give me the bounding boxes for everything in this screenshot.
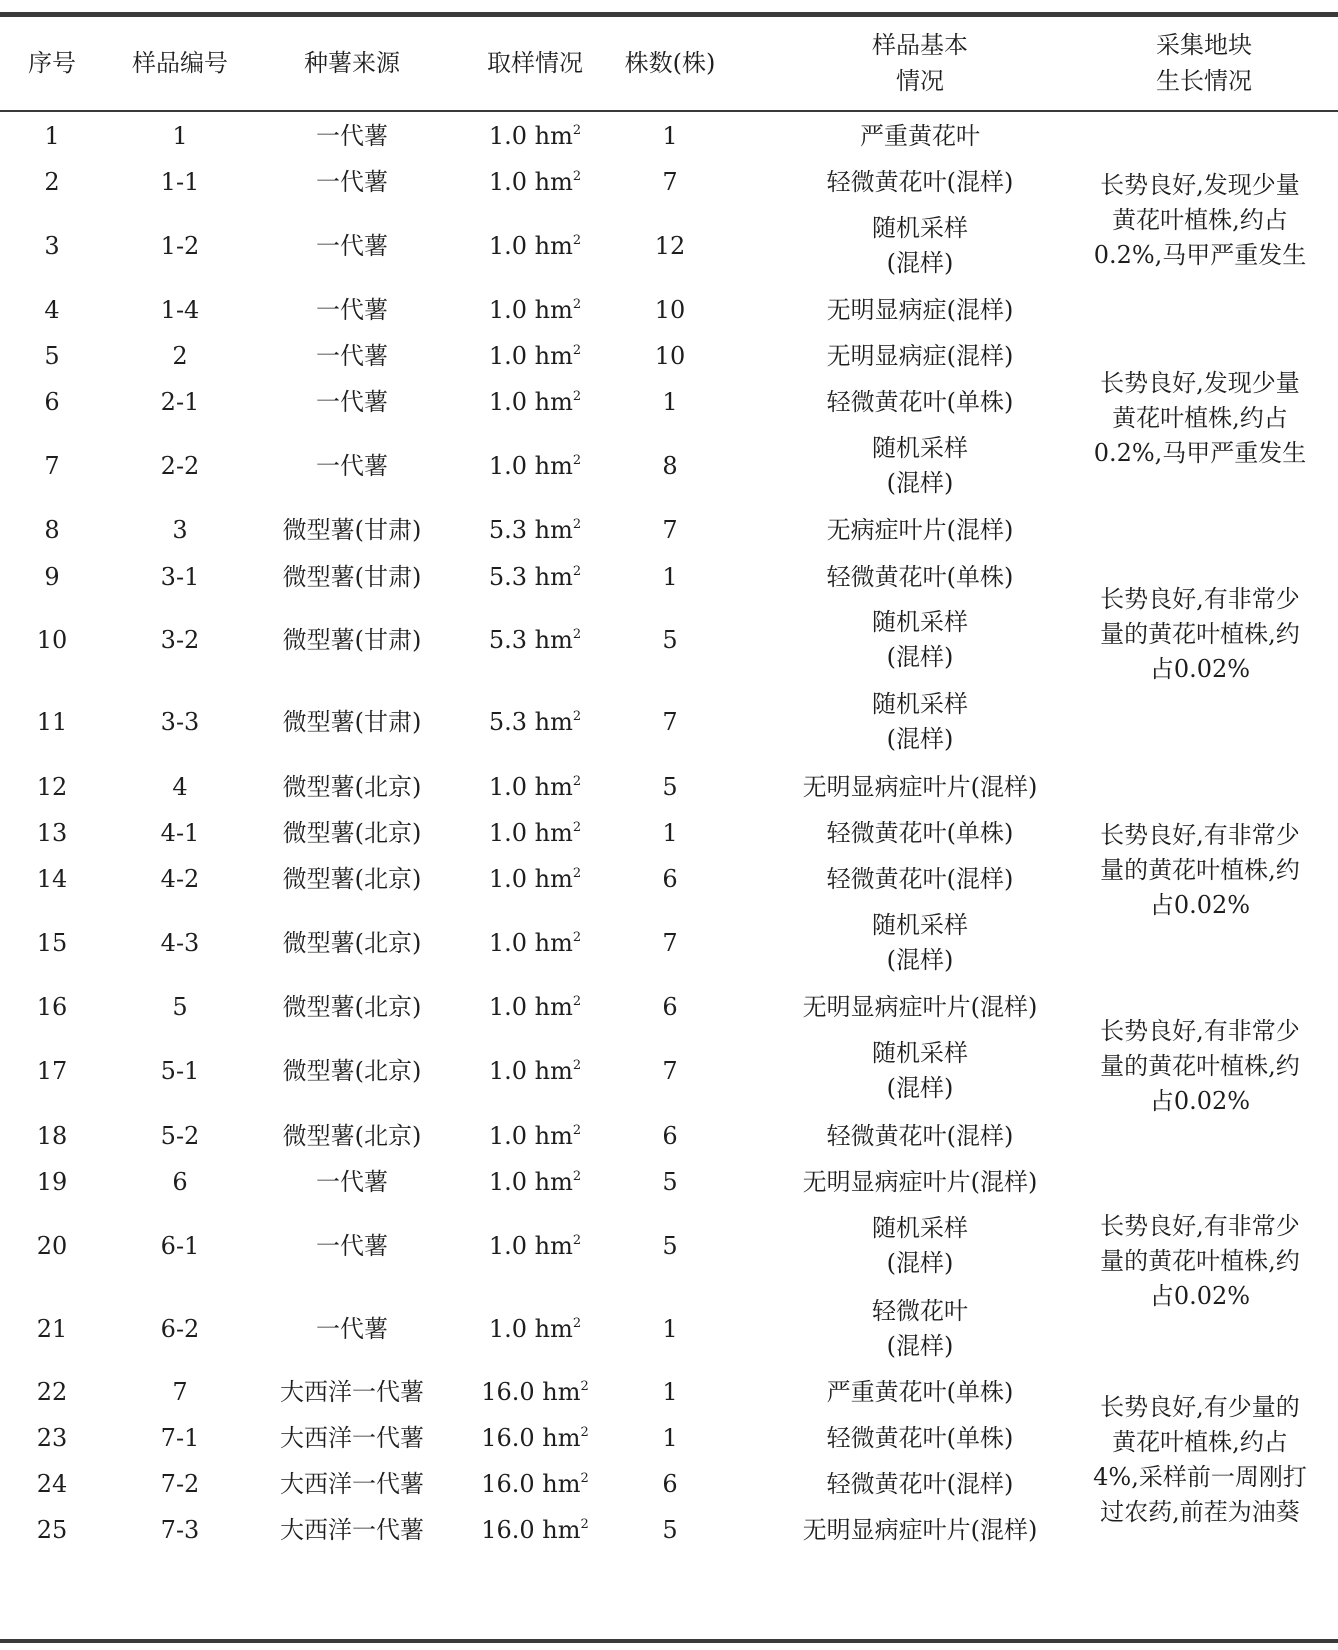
cell-seed-source: 微型薯(甘肃) xyxy=(282,515,422,544)
growth-condition-line: 占0.02% xyxy=(1149,891,1251,919)
cell-sample-id: 5-2 xyxy=(160,1121,200,1150)
cell-count: 6 xyxy=(662,864,678,893)
cell-seq: 9 xyxy=(44,562,60,591)
cell-sample-id: 2 xyxy=(172,341,188,370)
cell-sample-id: 3-3 xyxy=(160,707,200,736)
cell-count: 7 xyxy=(662,707,678,736)
cell-basic-info: 轻微黄花叶(混样) xyxy=(826,167,1014,196)
unit-exponent: 2 xyxy=(580,1470,589,1486)
cell-sampling xyxy=(455,164,615,201)
cell-count: 1 xyxy=(662,1423,678,1452)
cell-seq: 3 xyxy=(44,231,60,260)
header-growth-line1: 采集地块 xyxy=(1156,31,1252,59)
cell-seed-source: 大西洋一代薯 xyxy=(280,1377,424,1406)
cell-basic-info: 轻微黄花叶(混样) xyxy=(826,864,1014,893)
cell-basic-info: (混样) xyxy=(886,1074,954,1102)
cell-sample-id: 6-2 xyxy=(160,1314,200,1343)
cell-sampling xyxy=(455,989,615,1026)
area-value: 1.0 hm xyxy=(488,818,573,847)
cell-sampling xyxy=(455,1228,615,1265)
growth-condition-line: 占0.02% xyxy=(1149,1087,1251,1115)
cell-seq: 19 xyxy=(36,1167,68,1196)
cell-seed-source: 一代薯 xyxy=(316,451,388,480)
cell-basic-info: 轻微黄花叶(混样) xyxy=(826,1469,1014,1498)
cell-sampling xyxy=(455,338,615,375)
unit-exponent: 2 xyxy=(580,1516,589,1532)
cell-basic-info: 轻微黄花叶(单株) xyxy=(826,387,1014,416)
growth-condition-line: 过农药,前茬为油葵 xyxy=(1100,1498,1300,1526)
growth-condition-line: 黄花叶植株,约占 xyxy=(1112,404,1288,432)
cell-sample-id: 3-2 xyxy=(160,625,200,654)
cell-count: 5 xyxy=(662,1515,678,1544)
cell-count: 6 xyxy=(662,1121,678,1150)
cell-sampling xyxy=(455,861,615,898)
cell-basic-info: 轻微黄花叶(混样) xyxy=(826,1121,1014,1150)
cell-basic-info: 随机采样 xyxy=(872,608,968,636)
area-value: 1.0 hm xyxy=(488,928,573,957)
unit-exponent: 2 xyxy=(572,168,582,184)
area-value: 1.0 hm xyxy=(488,167,573,196)
unit-exponent: 2 xyxy=(572,1122,582,1138)
cell-count: 7 xyxy=(662,928,678,957)
area-value: 1.0 hm xyxy=(488,341,573,370)
cell-count: 7 xyxy=(662,167,678,196)
area-value: 1.0 hm xyxy=(488,231,573,260)
unit-exponent: 2 xyxy=(580,1378,589,1394)
cell-sampling xyxy=(455,925,615,962)
cell-sampling xyxy=(455,292,615,329)
unit-exponent: 2 xyxy=(572,1315,582,1331)
cell-sample-id: 3 xyxy=(172,515,188,544)
cell-sampling xyxy=(455,622,615,659)
unit-exponent: 2 xyxy=(572,865,582,881)
cell-count: 6 xyxy=(662,992,678,1021)
cell-basic-info: (混样) xyxy=(886,1249,954,1277)
cell-seed-source: 微型薯(甘肃) xyxy=(282,707,422,736)
cell-seq: 4 xyxy=(44,295,60,324)
growth-condition-line: 量的黄花叶植株,约 xyxy=(1100,1247,1300,1275)
area-value: 1.0 hm xyxy=(488,864,573,893)
unit-exponent: 2 xyxy=(580,1424,589,1440)
cell-seq: 10 xyxy=(36,625,68,654)
cell-basic-info: (混样) xyxy=(886,1332,954,1360)
cell-basic-info: 轻微黄花叶(单株) xyxy=(826,1423,1014,1452)
cell-sampling xyxy=(455,1420,615,1457)
growth-condition-line: 占0.02% xyxy=(1149,655,1251,683)
unit-exponent: 2 xyxy=(572,342,582,358)
unit-exponent: 2 xyxy=(572,296,582,312)
cell-count: 1 xyxy=(662,387,678,416)
cell-sampling xyxy=(455,512,615,549)
cell-seq: 6 xyxy=(44,387,60,416)
cell-basic-info: (混样) xyxy=(886,643,954,671)
cell-count: 5 xyxy=(662,625,678,654)
cell-seq: 25 xyxy=(36,1515,68,1544)
area-value: 1.0 hm xyxy=(488,121,573,150)
cell-seq: 16 xyxy=(36,992,68,1021)
cell-basic-info: 无病症叶片(混样) xyxy=(826,515,1014,544)
unit-exponent: 2 xyxy=(572,819,582,835)
growth-condition-cell xyxy=(1062,1209,1338,1314)
cell-seed-source: 微型薯(北京) xyxy=(282,1056,422,1085)
cell-sample-id: 4-2 xyxy=(160,864,200,893)
cell-seed-source: 微型薯(北京) xyxy=(282,928,422,957)
cell-sample-id: 7-1 xyxy=(160,1423,200,1452)
growth-condition-line: 0.2%,马甲严重发生 xyxy=(1093,241,1307,269)
growth-condition-line: 长势良好,有少量的 xyxy=(1100,1393,1300,1421)
cell-sample-id: 4 xyxy=(172,772,188,801)
growth-condition-line: 长势良好,有非常少 xyxy=(1100,821,1300,849)
cell-basic-info: 无明显病症(混样) xyxy=(826,295,1014,324)
header-seed-source: 种薯来源 xyxy=(304,49,400,77)
cell-seed-source: 一代薯 xyxy=(316,295,388,324)
unit-exponent: 2 xyxy=(572,626,582,642)
cell-seed-source: 一代薯 xyxy=(316,1231,388,1260)
cell-basic-info: 轻微黄花叶(单株) xyxy=(826,818,1014,847)
cell-sampling xyxy=(455,384,615,421)
cell-sample-id: 1-2 xyxy=(160,231,200,260)
cell-basic-info: 严重黄花叶(单株) xyxy=(826,1377,1014,1406)
area-value: 1.0 hm xyxy=(488,1231,573,1260)
unit-exponent: 2 xyxy=(572,1057,582,1073)
area-value: 16.0 hm xyxy=(481,1377,581,1406)
cell-sample-id: 7-2 xyxy=(160,1469,200,1498)
growth-condition-line: 长势良好,有非常少 xyxy=(1100,1017,1300,1045)
cell-basic-info: 随机采样 xyxy=(872,1039,968,1067)
area-value: 5.3 hm xyxy=(488,562,573,591)
cell-seq: 24 xyxy=(36,1469,68,1498)
cell-sample-id: 5 xyxy=(172,992,188,1021)
cell-sample-id: 5-1 xyxy=(160,1056,200,1085)
cell-seed-source: 微型薯(北京) xyxy=(282,864,422,893)
cell-count: 10 xyxy=(654,341,686,370)
cell-sample-id: 1-1 xyxy=(160,167,200,196)
cell-sampling xyxy=(455,1512,615,1549)
area-value: 1.0 hm xyxy=(488,1167,573,1196)
area-value: 1.0 hm xyxy=(488,992,573,1021)
cell-seq: 1 xyxy=(44,121,60,150)
cell-basic-info: 无明显病症叶片(混样) xyxy=(802,772,1038,801)
growth-condition-line: 黄花叶植株,约占 xyxy=(1112,206,1288,234)
cell-sample-id: 2-1 xyxy=(160,387,200,416)
cell-sampling xyxy=(455,1311,615,1348)
cell-basic-info: (混样) xyxy=(886,946,954,974)
cell-sampling xyxy=(455,815,615,852)
growth-condition-line: 量的黄花叶植株,约 xyxy=(1100,620,1300,648)
cell-seed-source: 大西洋一代薯 xyxy=(280,1423,424,1452)
cell-count: 1 xyxy=(662,1314,678,1343)
unit-exponent: 2 xyxy=(572,773,582,789)
cell-seq: 15 xyxy=(36,928,68,957)
cell-seq: 22 xyxy=(36,1377,68,1406)
header-sample-id: 样品编号 xyxy=(132,49,228,77)
cell-basic-info: 轻微花叶 xyxy=(872,1297,968,1325)
cell-basic-info: (混样) xyxy=(886,469,954,497)
cell-seed-source: 一代薯 xyxy=(316,1167,388,1196)
cell-basic-info: 随机采样 xyxy=(872,690,968,718)
unit-exponent: 2 xyxy=(572,708,582,724)
cell-basic-info: (混样) xyxy=(886,725,954,753)
cell-seq: 7 xyxy=(44,451,60,480)
area-value: 1.0 hm xyxy=(488,451,573,480)
cell-seq: 12 xyxy=(36,772,68,801)
cell-sample-id: 4-1 xyxy=(160,818,200,847)
cell-count: 5 xyxy=(662,1167,678,1196)
cell-count: 1 xyxy=(662,818,678,847)
header-sampling: 取样情况 xyxy=(487,49,583,77)
cell-sample-id: 1-4 xyxy=(160,295,200,324)
cell-basic-info: 无明显病症叶片(混样) xyxy=(802,1167,1038,1196)
cell-sampling xyxy=(455,769,615,806)
cell-count: 5 xyxy=(662,1231,678,1260)
top-rule xyxy=(0,12,1338,17)
area-value: 5.3 hm xyxy=(488,625,573,654)
area-value: 1.0 hm xyxy=(488,295,573,324)
cell-sampling xyxy=(455,559,615,596)
cell-count: 1 xyxy=(662,562,678,591)
growth-condition-line: 长势良好,有非常少 xyxy=(1100,1212,1300,1240)
area-value: 16.0 hm xyxy=(481,1423,581,1452)
cell-count: 5 xyxy=(662,772,678,801)
cell-seed-source: 大西洋一代薯 xyxy=(280,1469,424,1498)
cell-count: 12 xyxy=(654,231,686,260)
cell-sample-id: 3-1 xyxy=(160,562,200,591)
cell-sampling xyxy=(455,1118,615,1155)
cell-seed-source: 大西洋一代薯 xyxy=(280,1515,424,1544)
growth-condition-line: 长势良好,发现少量 xyxy=(1100,171,1300,199)
cell-basic-info: 无明显病症叶片(混样) xyxy=(802,1515,1038,1544)
cell-seq: 20 xyxy=(36,1231,68,1260)
growth-condition-line: 长势良好,有非常少 xyxy=(1100,585,1300,613)
cell-seed-source: 微型薯(北京) xyxy=(282,772,422,801)
header-basic-line2: 情况 xyxy=(896,67,944,95)
area-value: 1.0 hm xyxy=(488,1121,573,1150)
cell-sample-id: 2-2 xyxy=(160,451,200,480)
cell-seed-source: 微型薯(北京) xyxy=(282,1121,422,1150)
cell-sample-id: 7-3 xyxy=(160,1515,200,1544)
area-value: 1.0 hm xyxy=(488,1056,573,1085)
cell-count: 8 xyxy=(662,451,678,480)
growth-condition-line: 黄花叶植株,约占 xyxy=(1112,1428,1288,1456)
cell-basic-info: 随机采样 xyxy=(872,911,968,939)
area-value: 16.0 hm xyxy=(481,1469,581,1498)
cell-sample-id: 4-3 xyxy=(160,928,200,957)
cell-sampling xyxy=(455,1466,615,1503)
cell-seed-source: 微型薯(北京) xyxy=(282,818,422,847)
growth-condition-line: 0.2%,马甲严重发生 xyxy=(1093,439,1307,467)
cell-count: 1 xyxy=(662,121,678,150)
cell-seed-source: 一代薯 xyxy=(316,341,388,370)
cell-seed-source: 微型薯(北京) xyxy=(282,992,422,1021)
cell-basic-info: 随机采样 xyxy=(872,434,968,462)
area-value: 1.0 hm xyxy=(488,387,573,416)
cell-sampling xyxy=(455,448,615,485)
cell-seed-source: 微型薯(甘肃) xyxy=(282,562,422,591)
area-value: 16.0 hm xyxy=(481,1515,581,1544)
cell-seed-source: 一代薯 xyxy=(316,1314,388,1343)
growth-condition-line: 量的黄花叶植株,约 xyxy=(1100,856,1300,884)
cell-basic-info: (混样) xyxy=(886,249,954,277)
unit-exponent: 2 xyxy=(572,232,582,248)
header-seq: 序号 xyxy=(28,49,76,77)
cell-basic-info: 无明显病症叶片(混样) xyxy=(802,992,1038,1021)
cell-sampling xyxy=(455,704,615,741)
cell-sample-id: 6-1 xyxy=(160,1231,200,1260)
cell-seq: 5 xyxy=(44,341,60,370)
header-basic-line1: 样品基本 xyxy=(872,31,968,59)
cell-seq: 18 xyxy=(36,1121,68,1150)
unit-exponent: 2 xyxy=(572,388,582,404)
unit-exponent: 2 xyxy=(572,122,582,138)
area-value: 5.3 hm xyxy=(488,707,573,736)
cell-seed-source: 一代薯 xyxy=(316,231,388,260)
cell-seq: 13 xyxy=(36,818,68,847)
cell-seq: 21 xyxy=(36,1314,68,1343)
unit-exponent: 2 xyxy=(572,1168,582,1184)
cell-basic-info: 严重黄花叶 xyxy=(860,121,980,150)
cell-basic-info: 无明显病症(混样) xyxy=(826,341,1014,370)
cell-sampling xyxy=(455,118,615,155)
cell-sampling xyxy=(455,1164,615,1201)
cell-count: 6 xyxy=(662,1469,678,1498)
unit-exponent: 2 xyxy=(572,563,582,579)
growth-condition-cell xyxy=(1062,1390,1338,1530)
cell-sample-id: 7 xyxy=(172,1377,188,1406)
cell-seed-source: 一代薯 xyxy=(316,387,388,416)
bottom-rule xyxy=(0,1639,1338,1643)
growth-condition-cell xyxy=(1062,582,1338,687)
growth-condition-line: 量的黄花叶植株,约 xyxy=(1100,1052,1300,1080)
cell-count: 7 xyxy=(662,1056,678,1085)
unit-exponent: 2 xyxy=(572,452,582,468)
cell-seq: 23 xyxy=(36,1423,68,1452)
header-count: 株数(株) xyxy=(624,49,716,77)
area-value: 5.3 hm xyxy=(488,515,573,544)
growth-condition-cell xyxy=(1062,366,1338,471)
area-value: 1.0 hm xyxy=(488,1314,573,1343)
cell-count: 10 xyxy=(654,295,686,324)
header-growth-line2: 生长情况 xyxy=(1156,67,1252,95)
cell-count: 1 xyxy=(662,1377,678,1406)
cell-seq: 2 xyxy=(44,167,60,196)
cell-sample-id: 1 xyxy=(172,121,188,150)
cell-seed-source: 一代薯 xyxy=(316,121,388,150)
growth-condition-line: 长势良好,发现少量 xyxy=(1100,369,1300,397)
cell-basic-info: 随机采样 xyxy=(872,214,968,242)
cell-sampling xyxy=(455,228,615,265)
unit-exponent: 2 xyxy=(572,929,582,945)
growth-condition-cell xyxy=(1062,818,1338,923)
unit-exponent: 2 xyxy=(572,1232,582,1248)
cell-sample-id: 6 xyxy=(172,1167,188,1196)
cell-basic-info: 随机采样 xyxy=(872,1214,968,1242)
growth-condition-line: 占0.02% xyxy=(1149,1282,1251,1310)
cell-seed-source: 微型薯(甘肃) xyxy=(282,625,422,654)
unit-exponent: 2 xyxy=(572,993,582,1009)
unit-exponent: 2 xyxy=(572,516,582,532)
cell-count: 7 xyxy=(662,515,678,544)
cell-seq: 14 xyxy=(36,864,68,893)
growth-condition-cell xyxy=(1062,168,1338,273)
area-value: 1.0 hm xyxy=(488,772,573,801)
cell-seq: 17 xyxy=(36,1056,68,1085)
cell-sampling xyxy=(455,1053,615,1090)
cell-sampling xyxy=(455,1374,615,1411)
cell-seed-source: 一代薯 xyxy=(316,167,388,196)
cell-seq: 11 xyxy=(36,707,68,736)
cell-basic-info: 轻微黄花叶(单株) xyxy=(826,562,1014,591)
growth-condition-line: 4%,采样前一周刚打 xyxy=(1093,1463,1307,1491)
header-rule xyxy=(0,110,1338,112)
growth-condition-cell xyxy=(1062,1014,1338,1119)
cell-seq: 8 xyxy=(44,515,60,544)
